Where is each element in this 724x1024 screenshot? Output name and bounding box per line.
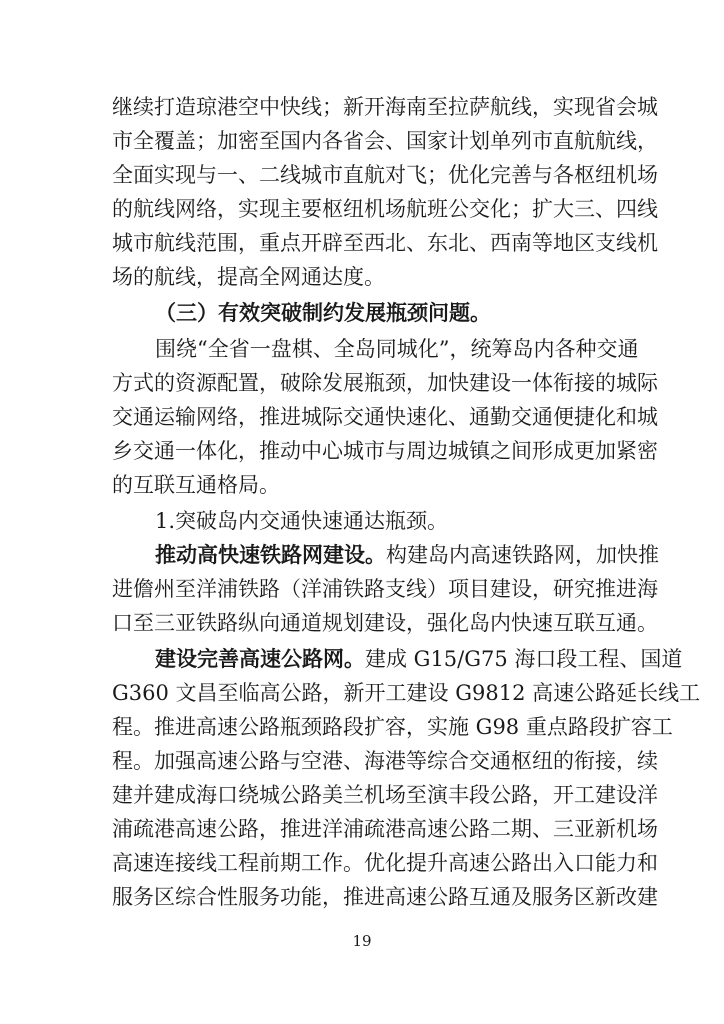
p3-line-1 [155,542,659,568]
p1-line-4: 的航线网络，实现主要枢纽机场航班公交化；扩大三、四线 [112,197,658,221]
p4-line-2: G360 文昌至临高公路，新开工建设 G9812 高速公路延长线工 [112,681,701,705]
p1-line-1: 继续打造琼港空中快线；新开海南至拉萨航线，实现省会城 [112,95,658,119]
p4-line-1 [155,646,683,672]
page-number: 19 [352,932,372,950]
p2-line-5: 的互联互通格局。 [112,473,280,497]
section-heading-3: （三）有效突破制约发展瓶颈问题。 [155,301,491,325]
p4-line-5: 建并建成海口绕城公路美兰机场至演丰段公路，开工建设洋 [112,783,658,807]
p3-line-1-text: 构建岛内高速铁路网，加快推 [386,543,659,567]
p1-line-3: 全面实现与一、二线城市直航对飞；优化完善与各枢纽机场 [112,163,658,187]
p2-line-4: 乡交通一体化，推动中心城市与周边城镇之间形成更加紧密 [112,439,658,463]
p4-line-7: 高速连接线工程前期工作。优化提升高速公路出入口能力和 [112,851,658,875]
p1-line-2: 市全覆盖；加密至国内各省会、国家计划单列市直航航线， [112,129,658,153]
p2-line-2: 方式的资源配置，破除发展瓶颈，加快建设一体衔接的城际 [112,371,658,395]
p2-line-3: 交通运输网络，推进城际交通快速化、通勤交通便捷化和城 [112,405,658,429]
subheading-1: 1.突破岛内交通快速通达瓶颈。 [155,509,449,533]
p3-lead: 推动高快速铁路网建设。 [155,543,386,567]
p3-line-2: 进儋州至洋浦铁路（洋浦铁路支线）项目建设，研究推进海 [112,577,658,601]
p4-line-4: 程。加强高速公路与空港、海港等综合交通枢纽的衔接，续 [112,749,658,773]
p2-line-1: 围绕“全省一盘棋、全岛同城化”，统筹岛内各种交通 [155,337,639,361]
p4-line-6: 浦疏港高速公路，推进洋浦疏港高速公路二期、三亚新机场 [112,817,658,841]
p4-line-1-text: 建成 G15/G75 海口段工程、国道 [365,647,683,671]
p4-line-8: 服务区综合性服务功能，推进高速公路互通及服务区新改建 [112,885,658,909]
p1-line-5: 城市航线范围，重点开辟至西北、东北、西南等地区支线机 [112,231,658,255]
p3-line-3: 口至三亚铁路纵向通道规划建设，强化岛内快速互联互通。 [112,611,658,635]
p4-line-3: 程。推进高速公路瓶颈路段扩容，实施 G98 重点路段扩容工 [112,715,673,739]
p4-lead: 建设完善高速公路网。 [155,647,365,671]
p1-line-6: 场的航线，提高全网通达度。 [112,265,385,289]
